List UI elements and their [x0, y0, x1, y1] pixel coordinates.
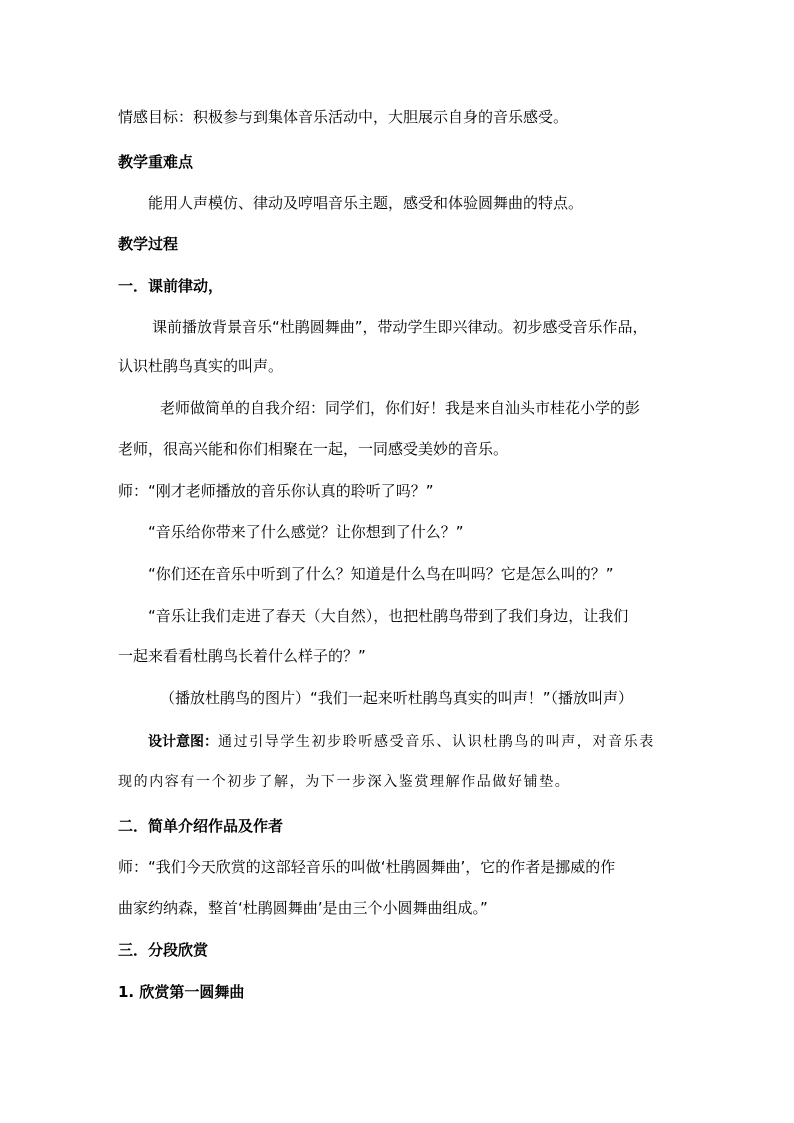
heading-key-difficulties: 教学重难点	[118, 153, 194, 171]
teacher-question-4-line-1: “音乐让我们走进了春天（大自然），也把杜鹃鸟带到了我们身边，让我们	[148, 607, 629, 625]
paragraph-3-line-1: 师：“我们今天欣赏的这部轻音乐的叫做‘杜鹃圆舞曲’，它的作者是挪威的作	[118, 858, 616, 876]
heading-section-3: 三．分段欣赏	[118, 941, 209, 959]
design-intent-line-2: 现的内容有一个初步了解，为下一步深入鉴赏理解作品做好铺垫。	[118, 774, 571, 790]
heading-teaching-process: 教学过程	[118, 235, 179, 253]
heading-subsection-1: 1. 欣赏第一圆舞曲	[118, 983, 245, 1001]
teacher-question-4-line-2: 一起来看看杜鹃鸟长着什么样子的？”	[118, 647, 366, 665]
teacher-question-2: “音乐给你带来了什么感觉？让你想到了什么？”	[148, 523, 464, 541]
paragraph-3-line-2: 曲家约纳森，整首‘杜鹃圆舞曲’是由三个小圆舞曲组成。”	[118, 899, 488, 917]
paragraph-1-line-2: 认识杜鹃鸟真实的叫声。	[118, 357, 284, 375]
paragraph-1-line-1: 课前播放背景音乐“杜鹃圆舞曲”，带动学生即兴律动。初步感受音乐作品，	[152, 318, 648, 336]
teacher-question-3: “你们还在音乐中听到了什么？知道是什么鸟在叫吗？它是怎么叫的？”	[148, 565, 614, 583]
heading-section-1: 一．课前律动，	[118, 277, 224, 295]
picture-and-sound-line: （播放杜鹃鸟的图片）“我们一起来听杜鹃鸟真实的叫声！”（播放叫声）	[160, 689, 634, 707]
emotion-goal-line: 情感目标：积极参与到集体音乐活动中，大胆展示自身的音乐感受。	[118, 108, 569, 126]
design-intent-line-1	[148, 732, 718, 752]
teacher-question-1: 师：“刚才老师播放的音乐你认真的聆听了吗？”	[118, 482, 434, 500]
design-intent-text: 通过引导学生初步聆听感受音乐、认识杜鹃鸟的叫声，对音乐表	[218, 734, 655, 750]
paragraph-2-line-1: 老师做简单的自我介绍：同学们，你们好！我是来自汕头市桂花小学的彭	[160, 399, 641, 417]
key-difficulties-text: 能用人声模仿、律动及哼唱音乐主题，感受和体验圆舞曲的特点。	[148, 194, 584, 212]
paragraph-2-line-2: 老师，很高兴能和你们相聚在一起，一同感受美妙的音乐。	[118, 440, 509, 458]
design-intent-label: 设计意图：	[148, 734, 218, 750]
heading-section-2: 二．简单介绍作品及作者	[118, 817, 284, 835]
